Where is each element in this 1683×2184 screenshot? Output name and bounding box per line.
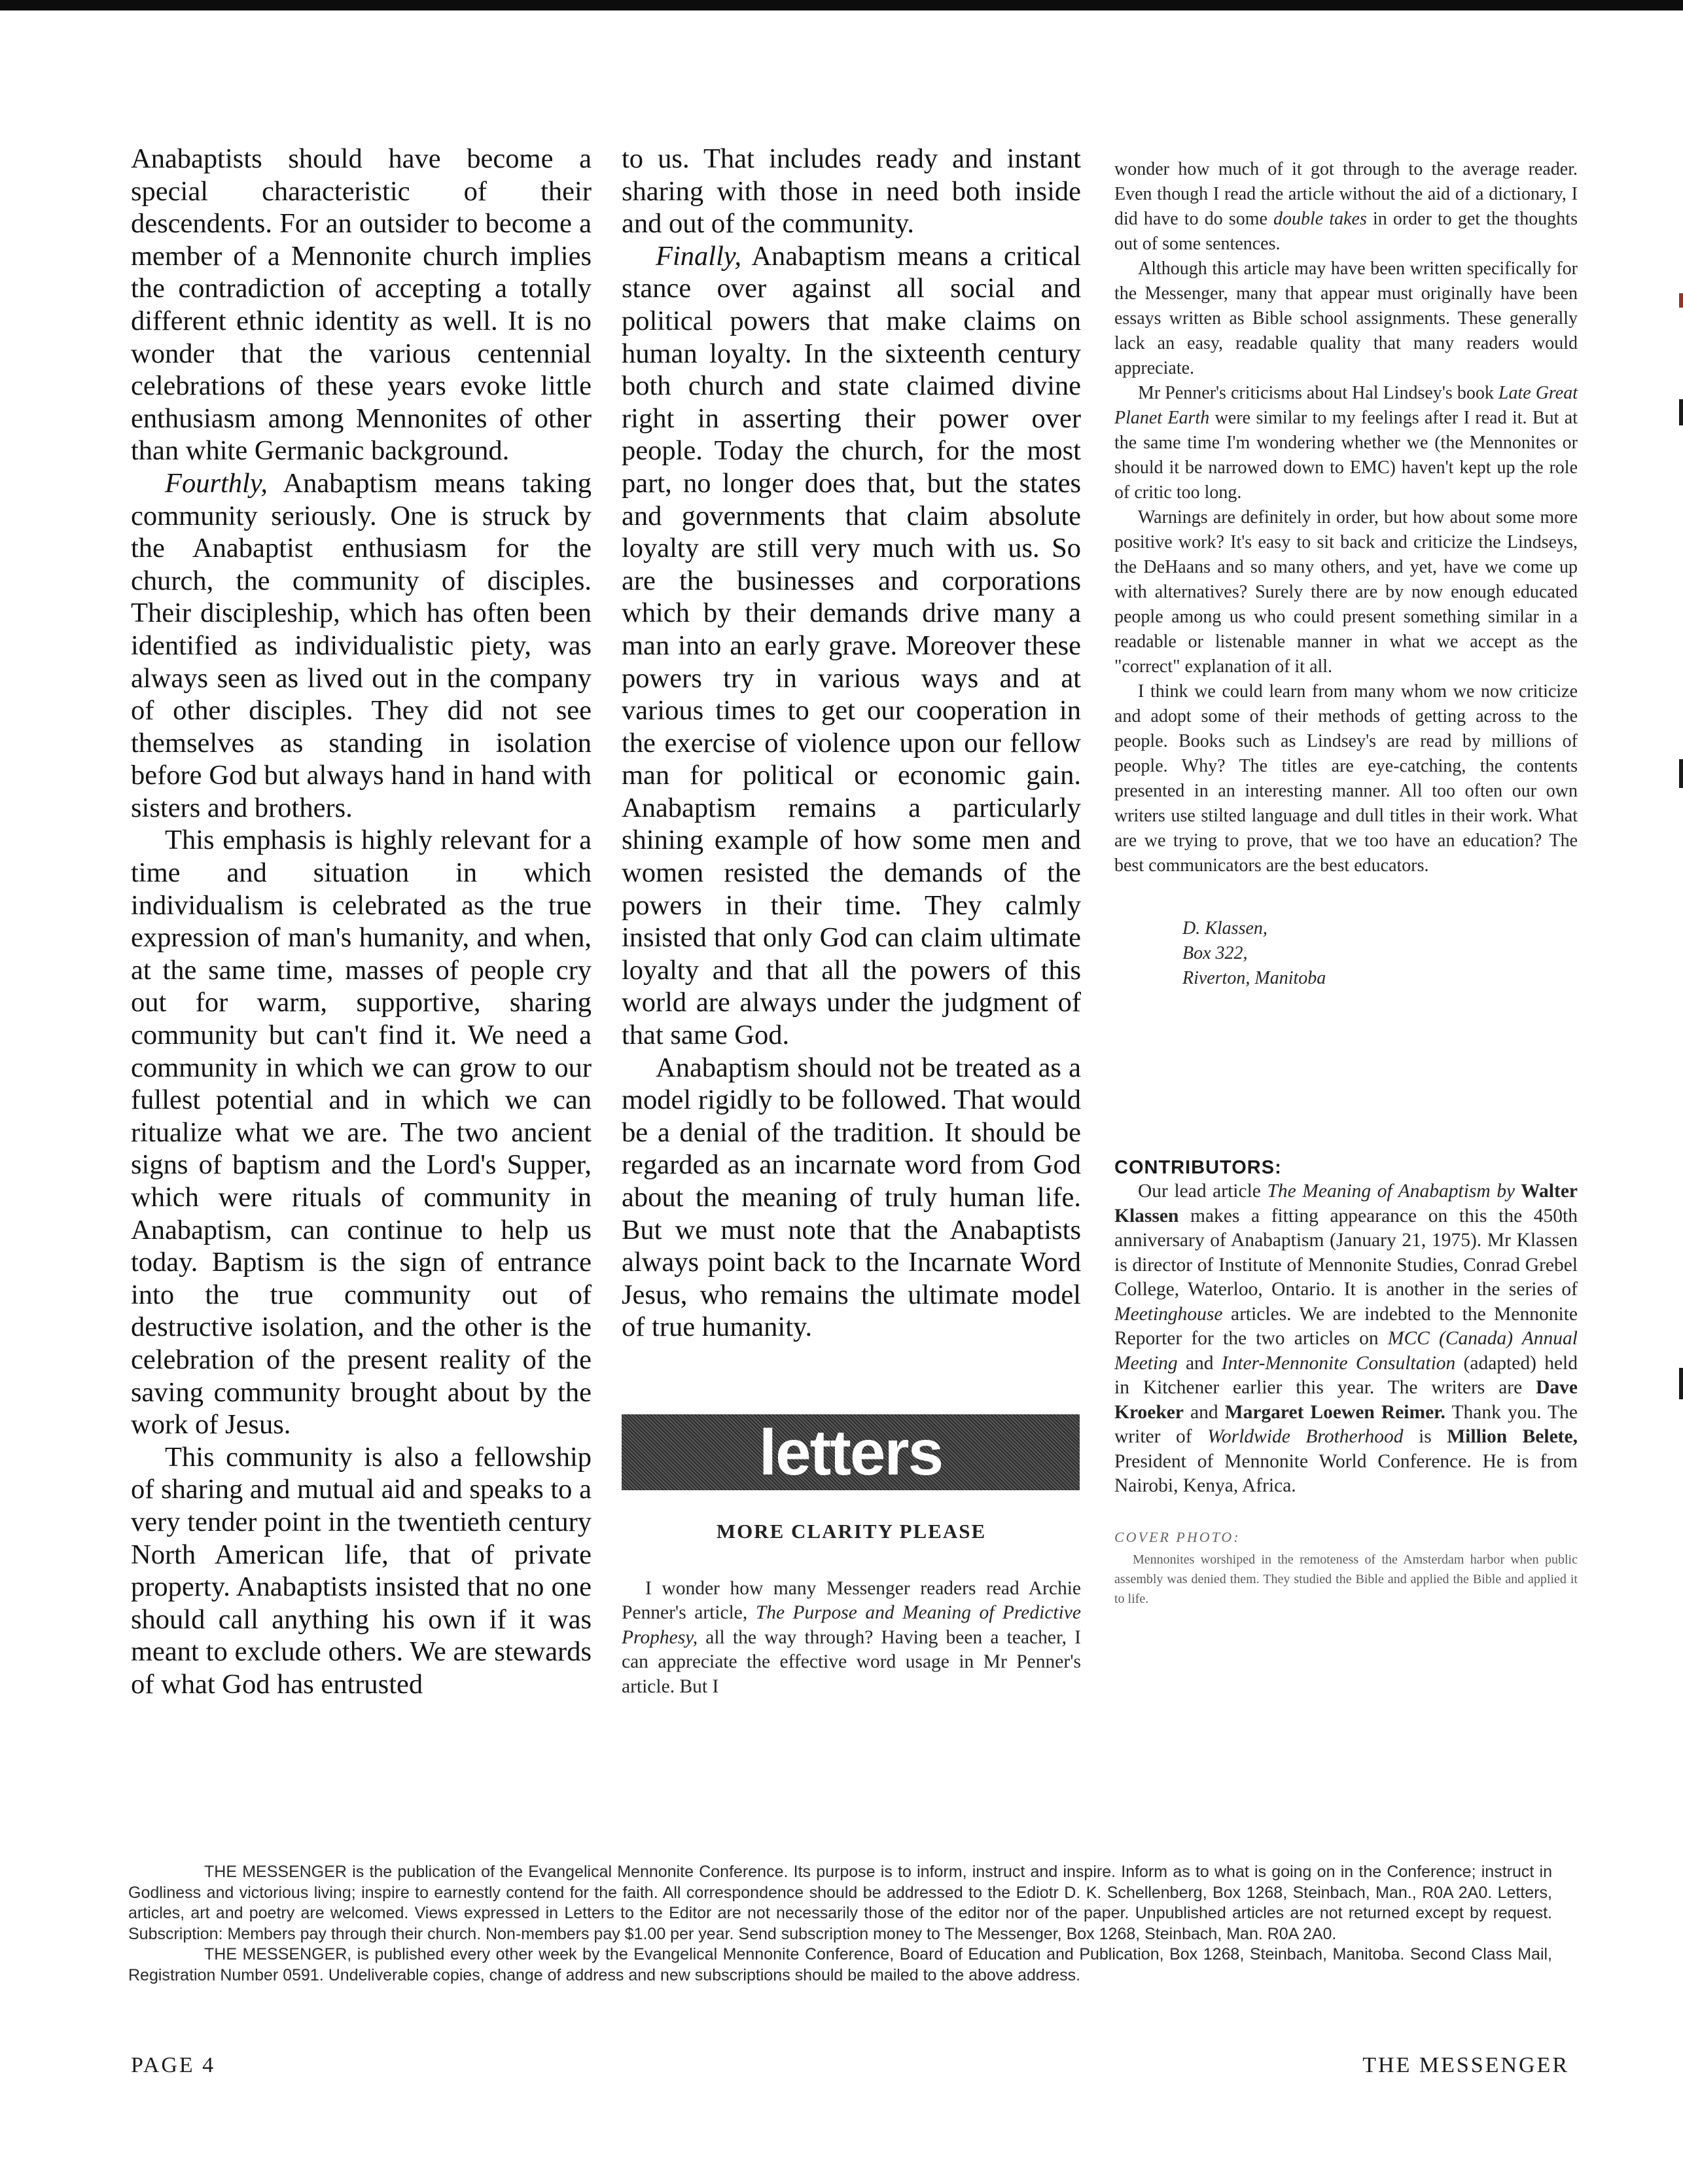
cover-photo-heading: COVER PHOTO: [1114,1528,1241,1545]
article-title-reference: The Meaning of Anabaptism by [1267,1181,1515,1202]
article-column-2 [622,143,1081,1699]
letter-paragraph: I think we could learn from many whom we now criticize and adopt some of their methods of getting across to the people. Books such as Lindsey's are read by millions of people. Why? The titles are eye-catching, the contents presented in an interesting manner. All too often our own writers use stilted language and dull titles in their work. What are we trying to prove, that we too have an education? The best communicators are the best educators. [1114,681,1578,876]
emphasis-text: Fourthly, [165,467,268,499]
edge-mark [1679,1368,1683,1399]
paragraph-text: wonder how much of it got through to the average reader. Even though I read the article without the aid of a dictionary, I did have to do some [1114,159,1578,229]
article-paragraph [622,240,1081,1052]
article-paragraph: This community is also a fellowship of sharing and mutual aid and speaks to a very tender point in the twentieth century North American life, that of private property. Anabaptists insisted that no one should call anything his own if it was meant to exclude others. We are stewards of what God has entrusted [131,1441,592,1700]
article-paragraph: Anabaptists should have become a special characteristic of their descendents. For an outsider to become a member of a Mennonite church implies the contradiction of accepting a totally different ethnic identity as well. It is no wonder that the various centennial celebrations of these years evoke little enthusiasm among Mennonites of other than white Germanic background. [131,143,592,467]
emphasis-text: double takes [1273,209,1367,229]
letter-title: MORE CLARITY PLEASE [716,1519,987,1543]
contributor-name: Walter Klassen [1114,1181,1578,1226]
article-title-reference: The Purpose and Meaning of Predictive Prophesy, [622,1602,1081,1648]
edge-mark [1679,293,1683,308]
letter-signature [1182,916,1578,991]
letters-column [1114,157,1578,1609]
letter-paragraph: Warnings are definitely in order, but how about some more positive work? It's easy to sit back and criticize the Lindseys, the DeHaans and so many others, and yet, have we come up with alternatives? Surely there are by now enough educated people among us who could present something similar in a readable or listenable manner in what we accept as the "correct" explanation of it all. [1114,507,1578,677]
series-title: Meetinghouse [1114,1303,1223,1325]
contributors-heading: CONTRIBUTORS: [1114,1157,1282,1178]
edge-mark [1679,399,1683,425]
article-title-reference: Inter-Mennonite Consultation [1221,1352,1456,1374]
book-title: Late Great Planet Earth [1114,383,1578,428]
paragraph-text: Anabaptism means a critical stance over against all social and political powers that make claims on human loyalty. In the sixteenth century both church and state claimed divine right in asserting their power over people. Today the church, for the most part, no longer does that, but the states and governments that claim absolute loyalty are still very much with us. So are the businesses and corporations which by their demands drive many a man into an early grave. Moreover these powers try in various ways and at various times to get our cooperation in the exercise of violence upon our fellow man for political or economic gain. Anabaptism remains a particularly shining example of how some men and women resisted the demands of the powers in their time. They calmly insisted that only God can claim ultimate loyalty and that all the powers of this world are always under the judgment of that same God. [622,240,1081,1051]
cover-photo-caption: Mennonites worshiped in the remoteness of the Amsterdam harbor when public assembly was denied them. They studied the Bible and applied the Bible and applied it to life. [1114,1552,1578,1606]
paragraph-text: were similar to my feelings after I read it. But at the same time I'm wondering whether we (the Mennonites or should it be narrowed down to EMC) haven't kept up the role of critic too long. [1114,408,1578,503]
article-paragraph: This emphasis is highly relevant for a time and situation in which individualism is celebrated as the true expression of man's humanity, and when, at the same time, masses of people cry out for warm, supportive, sharing community but can't find it. We need a community in which we can grow to our fullest potential and in which we can ritualize what we are. The two ancient signs of baptism and the Lord's Supper, which were rituals of community in Anabaptism, can continue to help us today. Baptism is the sign of entrance into the true community out of destructive isolation, and the other is the celebration of the present reality of the saving community brought about by the work of Jesus. [131,825,592,1441]
paragraph-text: Mr Penner's criticisms about Hal Lindsey's book [1138,383,1498,403]
publication-name: THE MESSENGER [1362,2053,1569,2077]
paragraph-text: I wonder how many Messenger readers read Archie Penner's article, [622,1577,1081,1624]
letters-banner [622,1414,1080,1490]
paragraph-text: Anabaptism means taking community seriously. One is struck by the Anabaptist enthusiasm for the church, the community of disciples. Their discipleship, which has often been identified as individualistic piety, was always seen as lived out in the company of other disciples. They did not see themselves as standing in isolation before God but always hand in hand with sisters and brothers. [131,467,592,823]
contributors-paragraph [1114,1179,1578,1499]
edge-mark [1679,759,1683,788]
emphasis-text: Finally, [656,240,742,272]
paragraph-text: makes a fitting appearance on this the 450th anniversary of Anabaptism (January 21, 1975). Mr Klassen is director of Institute of Mennonite Studies, Conrad Grebel College, Waterloo, Ontario. It is another in the series of [1114,1205,1578,1300]
footer-paragraph: THE MESSENGER is the publication of the Evangelical Mennonite Conference. Its purpose is to inform, instruct and inspire. Inform as to what is going on in the Conference; instruct in Godliness and victorious living; inspire to earnestly contend for the faith. All correspondence should be addressed to the Ediotr D. K. Schellenberg, Box 1268, Steinbach, Man., R0A 2A0. Letters, articles, art and poetry are welcomed. Views expressed in Letters to the Editor are not necessarily those of the editor nor of the paper. Unpublished articles are not returned except by request. Subscription: Members pay through their church. Non-members pay $1.00 per year. Send subscription money to The Messenger, Box 1268, Steinbach, Man. R0A 2A0. [128,1863,1552,1943]
article-title-reference: MCC (Canada) Annual Meeting [1114,1328,1578,1374]
letter-paragraph [1114,157,1578,257]
article-paragraph: Anabaptism should not be treated as a model rigidly to be followed. That would be a denial of the tradition. It should be regarded as an incarnate word from God about the meaning of truly human life. But we must note that the Anabaptists always point back to the Incarnate Word Jesus, who remains the ultimate model of true humanity. [622,1052,1081,1343]
letter-paragraph: Although this article may have been written specifically for the Messenger, many that appear must originally have been essays written as Bible school assignments. These generally lack an easy, readable quality that many readers would appreciate. [1114,259,1578,378]
paragraph-text: Our lead article [1138,1181,1267,1202]
letters-banner-text: letters [758,1416,943,1488]
signature-name: D. Klassen, [1182,918,1267,939]
paragraph-text: and [1183,1401,1225,1423]
masthead-footer [128,1862,1552,1986]
signature-place: Riverton, Manitoba [1182,968,1326,988]
article-paragraph: to us. That includes ready and instant sharing with those in need both inside and out of the community. [622,143,1081,240]
contributor-name: Dave Kroeker [1114,1377,1578,1423]
letter-paragraph [622,1577,1081,1700]
paragraph-text: in order to get the thoughts out of some sentences. [1114,209,1578,254]
paragraph-text: Thank you. The writer of [1114,1401,1578,1447]
signature-box: Box 322, [1182,943,1248,963]
contributor-name: Margaret Loewen Reimer. [1224,1401,1445,1423]
article-title-reference: Worldwide Brotherhood [1207,1426,1404,1447]
paragraph-text: articles. We are indebted to the Mennonite Reporter for the two articles on [1114,1303,1578,1349]
contributor-name: Million Belete, [1447,1426,1578,1447]
letter-paragraph [1114,381,1578,505]
paragraph-text: is [1403,1426,1447,1447]
top-border [0,0,1683,10]
article-column-1 [131,143,592,1701]
paragraph-text: all the way through? Having been a teacher, I can appreciate the effective word usage in Mr Penner's article. But I [622,1626,1081,1697]
article-paragraph [131,467,592,825]
paragraph-text: (adapted) held in Kitchener earlier this year. The writers are [1114,1352,1578,1398]
paragraph-text: President of Mennonite World Conference. He is from Nairobi, Kenya, Africa. [1114,1450,1578,1496]
page-number: PAGE 4 [131,2053,216,2077]
paragraph-text: and [1177,1352,1222,1374]
footer-paragraph: THE MESSENGER, is published every other week by the Evangelical Mennonite Conference, Board of Education and Publication, Box 1268, Steinbach, Manitoba. Second Class Mail, Registration Number 0591. Undeliverable copies, change of address and new subscriptions should be mailed to the above address. [128,1945,1552,1984]
